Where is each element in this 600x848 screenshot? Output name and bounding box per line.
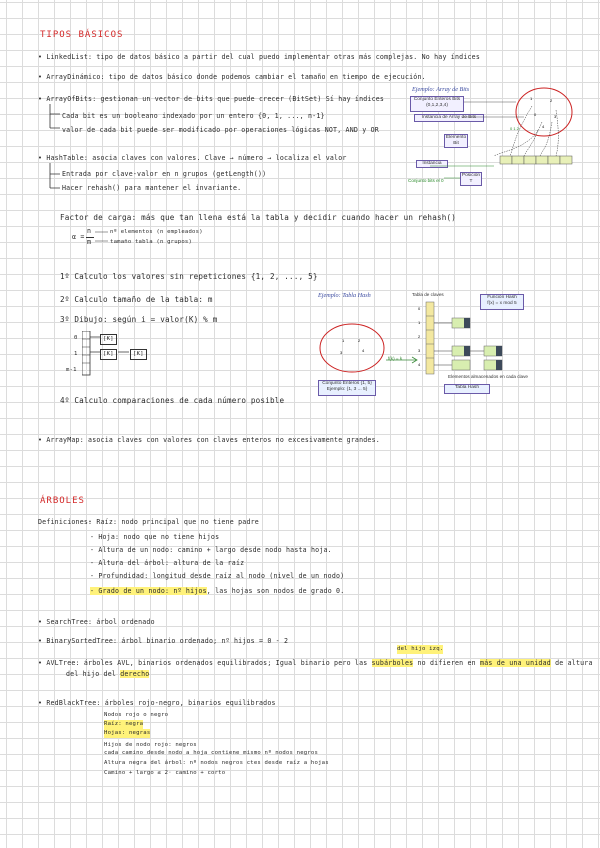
def-degree-rest: , las hojas son nodos de grado 0.	[206, 587, 345, 595]
hash-set-sub: Ejemplo: {1, 3 ... 5}	[326, 387, 368, 392]
def-degree-highlight: - Grado de un nodo: nº hijos	[90, 587, 207, 595]
table-key-box-1: [K]	[100, 334, 117, 345]
formula-denominator: m	[87, 238, 92, 246]
svg-text:4: 4	[362, 348, 365, 353]
bits-diagram-box-set: Conjunto Enteros Bits (0,1,2,3,4)	[410, 96, 464, 112]
svg-text:1: 1	[418, 320, 421, 325]
hash-diagram-title: Ejemplo: Tabla Hash	[318, 292, 371, 299]
svg-text:1: 1	[530, 96, 533, 101]
step-2-note: 2º Calculo tamaño de la tabla: m	[60, 295, 213, 304]
hashtable-note: • HashTable: asocia claves con valores. Clave → número → localiza el valor	[38, 154, 347, 162]
table-key-box-3: [K]	[130, 349, 147, 360]
hash-sub-note-2: Hacer rehash() para mantener el invariante.	[62, 184, 242, 192]
avl-text-2: no difieren en	[417, 659, 476, 667]
formula-numerator: n	[87, 227, 92, 235]
table-index-last: m-1	[66, 367, 77, 373]
svg-text:4: 4	[542, 124, 545, 129]
bits-diagram-box-instance: Instancia de Array de Bits	[414, 114, 484, 122]
bits-sub-note-1: Cada bit es un booleano indexado por un entero {0, 1, ..., n-1}	[62, 112, 325, 120]
formula-m-description: tamaño tabla (n grupos)	[110, 239, 193, 245]
step-1-note: 1º Calculo los valores sin repeticiones {1, 2, ..., 5}	[60, 272, 318, 281]
hash-diagram-arrow-label: f(k) = k	[388, 356, 403, 361]
linkedlist-note: • LinkedList: tipo de datos básico a partir del cual puedo implementar otras más complejas. No hay índices	[38, 53, 480, 61]
bits-diagram-title: Ejemplo: Array de Bits	[412, 86, 470, 93]
def-root: - Raíz: nodo principal que no tiene padre	[88, 518, 259, 526]
hash-diagram-column-title: Tabla de claves	[412, 292, 444, 297]
rb-rule-3: Hojas: negras	[104, 730, 151, 736]
hash-diagram-drawing	[312, 290, 534, 400]
step-3-note: 3º Dibujo: según i = valor(K) % m	[60, 315, 218, 324]
bits-array-diagram	[404, 86, 574, 192]
svg-text:2: 2	[550, 98, 553, 103]
def-leaf: - Hoja: nodo que no tiene hijos	[90, 533, 220, 541]
hash-bracket-icon	[48, 163, 62, 193]
avl-note-left-child: del hijo izq.	[397, 646, 444, 652]
table-index-0: 0	[74, 335, 78, 341]
bits-sub-note-2: valor de cada bit puede ser modificado por operaciones lógicas NOT, AND y OR	[62, 126, 379, 134]
rb-rule-1: Nodos rojo o negro	[104, 712, 169, 718]
bits-diagram-box-instance2: Instancia	[416, 160, 448, 168]
arraymap-note: • ArrayMap: asocia claves con valores con claves enteros no excesivamente grandes.	[38, 436, 380, 444]
avl-text-1: • AVLTree: árboles AVL, binarios ordenados equilibrados; Igual binario pero las	[38, 659, 368, 667]
formula-n-description: nº elementos (n empleados)	[110, 229, 203, 235]
bits-bracket-icon	[48, 104, 62, 134]
rb-rule-2: Raíz: negra	[104, 721, 144, 727]
hash-set-label: Conjunto Enteros {1, 5}	[322, 381, 372, 386]
bits-diagram-box-element: Elemento Bit	[445, 135, 467, 146]
svg-text:0: 0	[418, 306, 421, 311]
def-degree	[90, 587, 344, 596]
svg-text:4: 4	[418, 362, 421, 367]
hash-function-formula: f(x) = x mod 5	[487, 301, 517, 306]
definitions-label: Definiciones:	[38, 518, 93, 526]
binarysortedtree-note: • BinarySortedTree: árbol binario ordenado; nº hijos = 0 - 2	[38, 637, 289, 645]
def-depth: - Profundidad: longitud desde raíz al nodo (nivel de un nodo)	[90, 572, 345, 580]
svg-text:0: 0	[534, 112, 537, 117]
rb-rule-6: Altura negra del árbol: nº nodos negros ctes desde raíz a hojas	[104, 760, 329, 766]
bits-diagram-box-position: Posición T	[461, 173, 481, 184]
hash-diagram-note: Elementos almacenados en cada clave	[448, 374, 528, 379]
avltree-note-line2	[66, 670, 149, 679]
svg-text:3: 3	[418, 348, 421, 353]
svg-text:3: 3	[340, 350, 343, 355]
rb-rule-5: cada camino desde nodo a hoja contiene mismo nº nodos negros	[104, 750, 319, 756]
svg-text:0 1 2: 0 1 2	[510, 126, 519, 131]
table-index-1: 1	[74, 351, 78, 357]
avl-line2-highlight: derecho	[120, 670, 150, 678]
formula-arrows-icon	[94, 228, 110, 244]
hash-table-diagram	[312, 290, 534, 400]
avl-line2-text: del hijo del	[66, 670, 117, 678]
redblacktree-note: • RedBlackTree: árboles rojo-negro, binarios equilibrados	[38, 699, 276, 707]
svg-text:3: 3	[554, 114, 557, 119]
section-title-trees: ÁRBOLES	[40, 496, 85, 506]
hash-sub-note-1: Entrada por clave-valor en n grupos (getLength())	[62, 170, 267, 178]
rb-rule-7: Camino + largo ≤ 2· camino + corto	[104, 770, 226, 776]
step-4-note: 4º Calculo comparaciones de cada número posible	[60, 396, 285, 405]
formula-alpha: α =	[72, 233, 85, 241]
svg-text:1: 1	[342, 338, 345, 343]
hash-function-title: Función Hash	[487, 295, 517, 300]
def-tree-height: - Altura del árbol: altura de la raíz	[90, 559, 245, 567]
arraydinamico-note: • ArrayDinámico: tipo de datos básico donde podemos cambiar el tamaño en tiempo de ejecución.	[38, 73, 426, 81]
arrayofbits-note: • ArrayOfBits: gestionan un vector de bits que puede crecer (BitSet) Sí hay índices	[38, 95, 385, 103]
rb-rule-4: Hijos de nodo rojo: negros	[104, 742, 197, 748]
avltree-note	[38, 659, 593, 668]
load-factor-note: Factor de carga: más que tan llena está la tabla y decidir cuando hacer un rehash()	[60, 213, 457, 222]
def-node-height: - Altura de un nodo: camino + largo desde nodo hasta hoja.	[90, 546, 332, 554]
table-key-box-2: [K]	[100, 349, 117, 360]
bits-diagram-drawing	[404, 86, 574, 192]
avl-highlight-unit: más de una unidad	[480, 659, 551, 667]
searchtree-note: • SearchTree: árbol ordenado	[38, 618, 155, 626]
hash-diagram-bottom-box: Tabla Hash	[444, 384, 490, 394]
bits-diagram-footer: Conjunto bits el 0	[408, 178, 444, 183]
svg-text:2: 2	[358, 338, 361, 343]
avl-text-3: de altura	[555, 659, 593, 667]
section-title-basic-types: TIPOS BÁSICOS	[40, 30, 124, 40]
avl-highlight-subtrees: subárboles	[371, 659, 414, 667]
svg-text:2: 2	[418, 334, 421, 339]
